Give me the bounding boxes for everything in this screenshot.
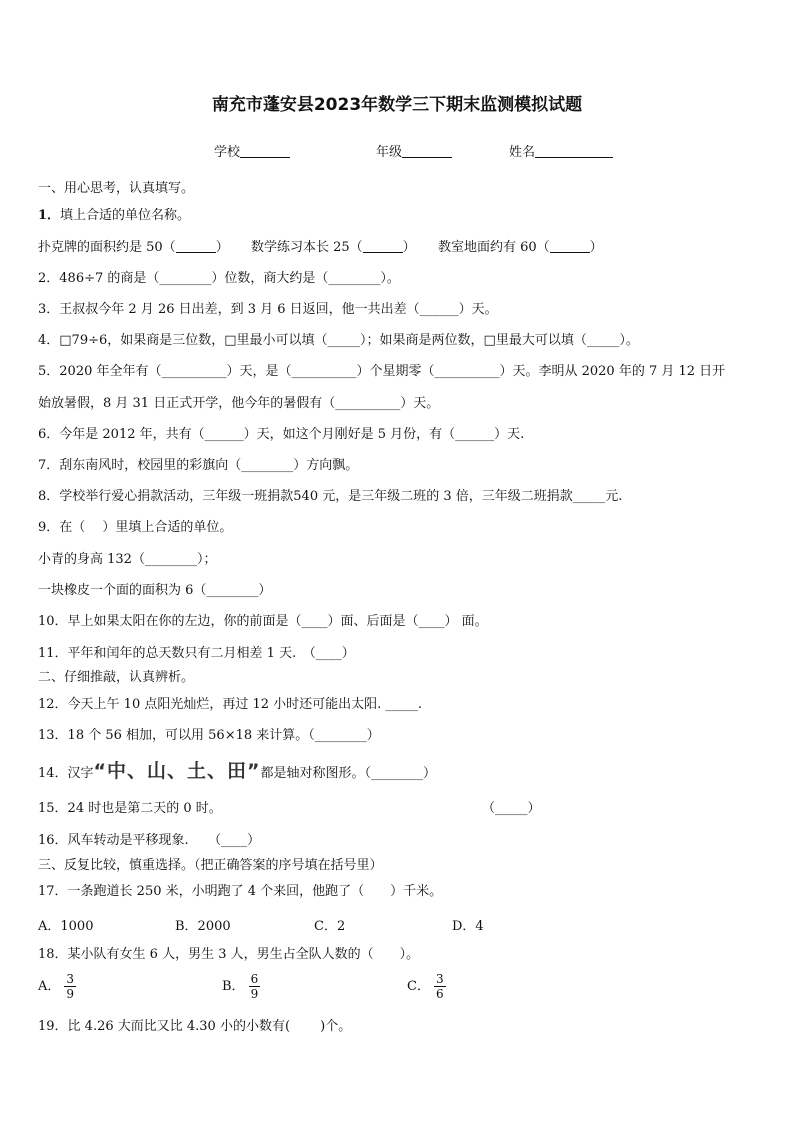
- school-field: [214, 141, 290, 160]
- section-2-heading: 二、仔细推敲，认真辨析。: [38, 670, 195, 685]
- q17-option-d[interactable]: D．4: [452, 919, 484, 934]
- q18-option-b[interactable]: [222, 972, 260, 1001]
- q18-option-c[interactable]: [407, 972, 446, 1001]
- name-field: [509, 141, 613, 160]
- question-1-text: 填上合适的单位名称。: [60, 208, 191, 223]
- q18-option-a-denominator: 9: [66, 987, 75, 1001]
- section-1-heading: 一、用心思考，认真填写。: [38, 181, 195, 196]
- question-14-characters: “中、山、土、田”: [93, 760, 261, 782]
- question-8: 8．学校举行爱心捐款活动，三年级一班捐款540 元，是三年级二班的 3 倍，三年级二班捐款_____元.: [38, 489, 623, 504]
- question-5-line-1: 5．2020 年全年有（__________）天，是（__________）个星期零（__________）天。李明从 2020 年的 7 月 12 日开: [38, 364, 726, 379]
- q1-item-c: 教室地面约有 60（: [437, 240, 550, 255]
- name-label: 姓名: [509, 145, 536, 160]
- q18-option-b-fraction: [249, 972, 261, 1001]
- question-15: 15．24 时也是第二天的 0 时。: [38, 801, 222, 816]
- q18-option-a-numerator: 3: [66, 972, 75, 986]
- question-2: 2．486÷7 的商是（________）位数，商大约是（________）。: [38, 271, 400, 286]
- question-9-item-a: 小青的身高 132（________）；: [38, 552, 217, 567]
- q17-option-a[interactable]: A．1000: [38, 919, 94, 934]
- section-3-heading: 三、反复比较，慎重选择。（把正确答案的序号填在括号里）: [38, 858, 383, 873]
- q18-option-a[interactable]: [38, 972, 76, 1001]
- question-18: 18．某小队有女生 6 人，男生 3 人，男生占全队人数的（ ）。: [38, 947, 420, 962]
- q18-option-c-denominator: 6: [435, 987, 444, 1001]
- question-14: [38, 762, 436, 783]
- q18-option-c-numerator: 3: [435, 972, 444, 986]
- q18-option-a-fraction: [64, 972, 76, 1001]
- grade-blank[interactable]: [402, 157, 452, 158]
- q1-item-c-close: ）: [589, 240, 603, 255]
- question-14-suffix: 都是轴对称图形。（________）: [260, 766, 437, 781]
- question-7: 7．刮东南风时，校园里的彩旗向（________）方向飘。: [38, 458, 359, 473]
- question-5-line-2: 始放暑假，8 月 31 日正式开学，他今年的暑假有（__________）天。: [38, 396, 440, 411]
- question-1-items: [38, 239, 603, 257]
- q1-blank-c[interactable]: [550, 252, 590, 253]
- q18-option-b-numerator: 6: [250, 972, 259, 986]
- q17-option-c[interactable]: C．2: [314, 919, 346, 934]
- school-blank[interactable]: [240, 157, 290, 158]
- question-15-answer-paren[interactable]: （_____）: [482, 801, 541, 816]
- q1-item-a-close: ）: [215, 240, 229, 255]
- q18-option-b-denominator: 9: [250, 987, 259, 1001]
- question-1-number: 1．: [38, 208, 61, 223]
- question-10: 10．早上如果太阳在你的左边，你的前面是（____）面、后面是（____） 面。: [38, 614, 488, 629]
- q18-option-a-label: A．: [38, 979, 61, 994]
- question-16: 16．风车转动是平移现象. （____）: [38, 833, 261, 848]
- q1-item-b: 数学练习本长 25（: [250, 240, 363, 255]
- question-11: 11．平年和闰年的总天数只有二月相差 1 天. （____）: [38, 646, 355, 661]
- question-9: 9．在（ ）里填上合适的单位。: [38, 520, 233, 535]
- question-9-item-b: 一块橡皮一个面的面积为 6（________）: [38, 583, 272, 598]
- q17-option-b[interactable]: B．2000: [175, 919, 231, 934]
- q1-blank-a[interactable]: [176, 252, 216, 253]
- question-17: 17．一条跑道长 250 米，小明跑了 4 个来回，他跑了（ ）千米。: [38, 884, 443, 899]
- question-1: [38, 207, 190, 225]
- question-4: 4．□79÷6，如果商是三位数，□里最小可以填（_____）；如果商是两位数，□里最大可以填（_____）。: [38, 333, 639, 348]
- q18-option-b-label: B．: [222, 979, 245, 994]
- q18-option-c-fraction: [434, 972, 446, 1001]
- question-12: 12．今天上午 10 点阳光灿烂，再过 12 小时还可能出太阳. _____.: [38, 697, 423, 712]
- question-14-prefix: 14．汉字: [38, 766, 94, 781]
- school-label: 学校: [214, 145, 241, 160]
- question-13: 13．18 个 56 相加，可以用 56×18 来计算。（________）: [38, 728, 380, 743]
- q18-option-c-label: C．: [407, 979, 430, 994]
- question-3: 3．王叔叔今年 2 月 26 日出差，到 3 月 6 日返回，他一共出差（______）天。: [38, 302, 498, 317]
- q1-item-b-close: ）: [402, 240, 416, 255]
- grade-label: 年级: [376, 145, 403, 160]
- page-title: 南充市蓬安县2023年数学三下期末监测模拟试题: [211, 95, 583, 115]
- name-blank[interactable]: [535, 157, 613, 158]
- q1-blank-b[interactable]: [363, 252, 403, 253]
- question-19: 19．比 4.26 大而比又比 4.30 小的小数有( )个。: [38, 1019, 352, 1034]
- grade-field: [376, 141, 452, 160]
- q1-item-a: 扑克牌的面积约是 50（: [38, 240, 176, 255]
- question-6: 6．今年是 2012 年，共有（______）天，如这个月刚好是 5 月份，有（______）天.: [38, 427, 525, 442]
